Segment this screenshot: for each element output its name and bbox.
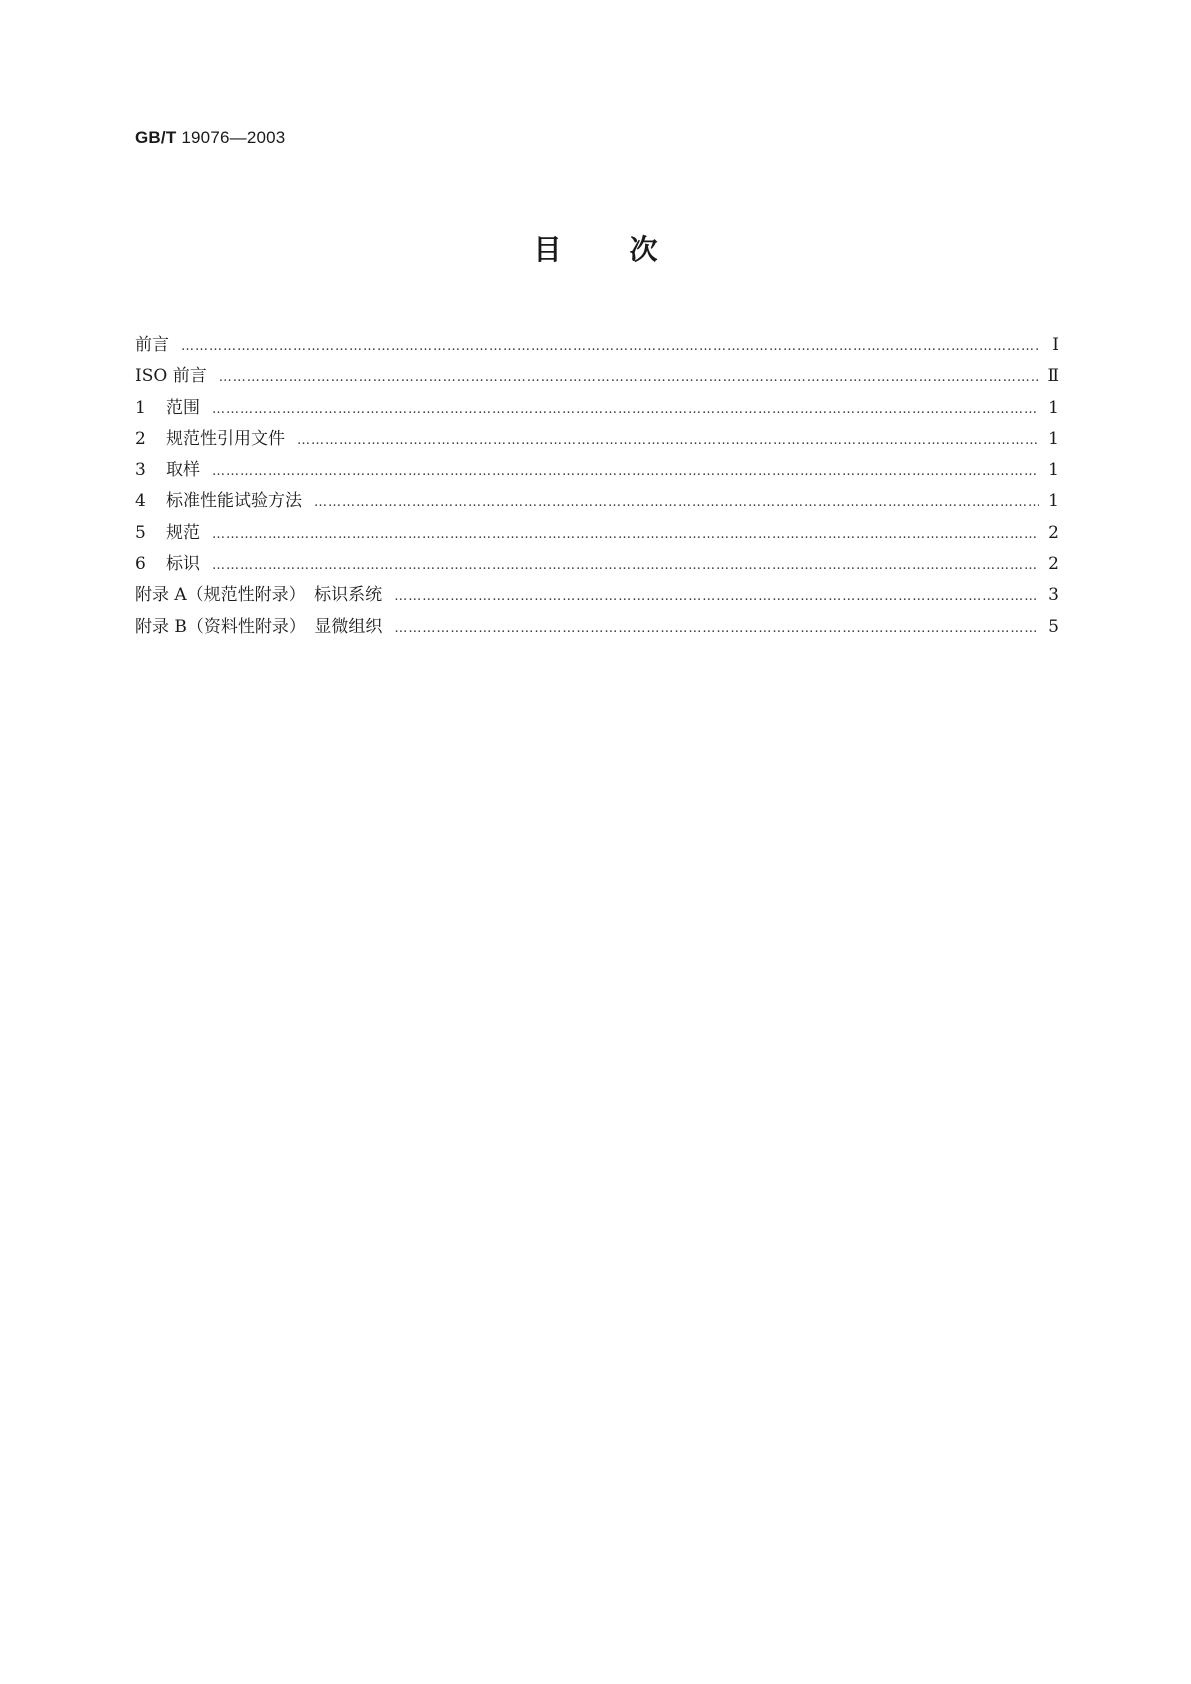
toc-entry-page: 1 <box>1048 397 1059 418</box>
toc-entry-sampling[interactable] <box>135 455 1059 486</box>
toc-entry-specification[interactable] <box>135 518 1059 549</box>
toc-entry-iso-foreword[interactable] <box>135 361 1059 392</box>
toc-entry-number: 4 <box>135 491 146 512</box>
standard-prefix: GB/T <box>135 128 177 147</box>
toc-leader-dots <box>297 425 1039 456</box>
toc-entry-page: 1 <box>1048 491 1059 512</box>
toc-leader-dots <box>219 362 1039 393</box>
table-of-contents <box>135 330 1059 643</box>
toc-entry-page: 3 <box>1048 585 1059 606</box>
toc-entry-number: 5 <box>135 522 146 543</box>
toc-entry-label: 范围 <box>166 397 200 418</box>
toc-entry-label: 标识 <box>166 554 200 575</box>
standard-code: 19076—2003 <box>181 128 286 147</box>
toc-entry-label: 规范性引用文件 <box>166 428 285 449</box>
toc-leader-dots <box>212 550 1039 581</box>
toc-entry-page: 2 <box>1048 554 1059 575</box>
toc-entry-label: ISO 前言 <box>135 366 207 387</box>
toc-entry-scope[interactable] <box>135 393 1059 424</box>
toc-title: 目次 <box>533 233 726 266</box>
toc-entry-number: 3 <box>135 460 146 481</box>
toc-entry-page: Ⅱ <box>1047 366 1059 387</box>
toc-entry-label: 规范 <box>166 522 200 543</box>
toc-entry-label: 标准性能试验方法 <box>166 491 302 512</box>
toc-entry-normative-references[interactable] <box>135 424 1059 455</box>
toc-entry-foreword[interactable] <box>135 330 1059 361</box>
toc-entry-label: 附录 A（规范性附录） 标识系统 <box>135 585 383 606</box>
toc-entry-page: 1 <box>1048 460 1059 481</box>
toc-entry-number: 6 <box>135 554 146 575</box>
toc-entry-page: 1 <box>1048 428 1059 449</box>
toc-leader-dots <box>212 456 1039 487</box>
toc-leader-dots <box>314 487 1039 518</box>
toc-leader-dots <box>394 613 1039 644</box>
toc-entry-number: 1 <box>135 397 146 418</box>
standard-number <box>135 128 285 148</box>
toc-entry-label: 取样 <box>166 460 200 481</box>
toc-leader-dots <box>394 581 1039 612</box>
toc-entry-label: 附录 B（资料性附录） 显微组织 <box>135 616 383 637</box>
toc-entry-marking[interactable] <box>135 549 1059 580</box>
toc-entry-page: 5 <box>1048 616 1059 637</box>
toc-entry-number: 2 <box>135 428 146 449</box>
toc-entry-annex-a[interactable] <box>135 580 1059 611</box>
toc-entry-page: 2 <box>1048 522 1059 543</box>
toc-entry-annex-b[interactable] <box>135 612 1059 643</box>
toc-leader-dots <box>181 331 1039 362</box>
toc-leader-dots <box>212 519 1039 550</box>
toc-entry-label: 前言 <box>135 335 169 355</box>
toc-entry-test-methods[interactable] <box>135 486 1059 517</box>
toc-leader-dots <box>212 394 1039 425</box>
toc-entry-page: Ⅰ <box>1052 335 1059 355</box>
